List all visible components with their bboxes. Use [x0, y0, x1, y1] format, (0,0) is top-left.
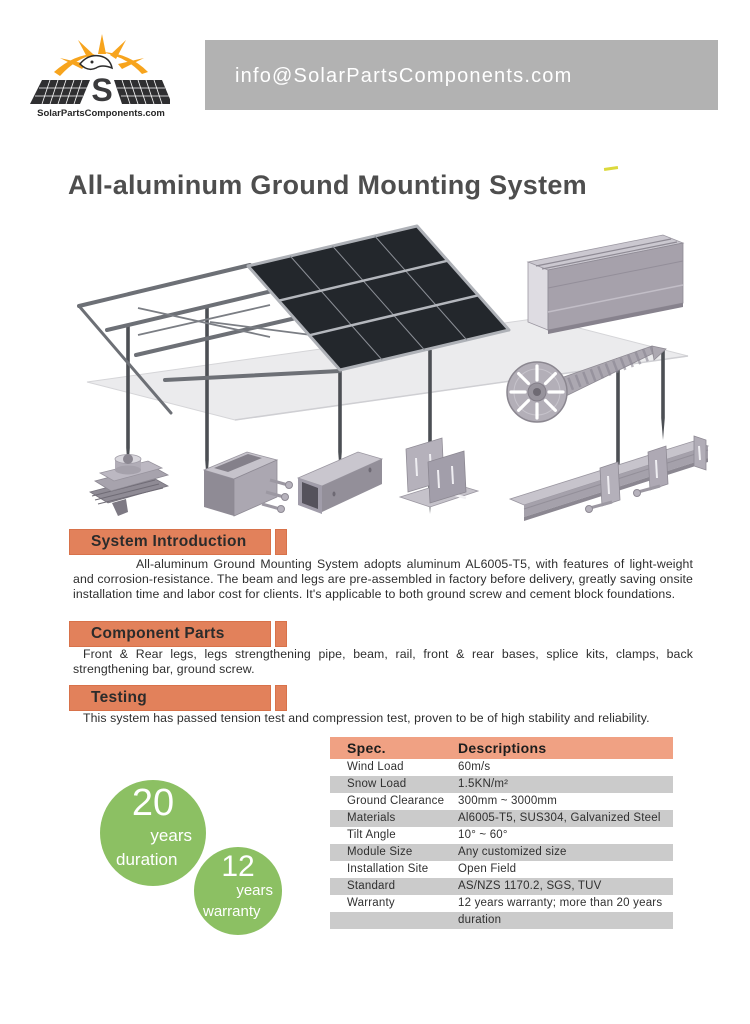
badge-unit: years: [150, 826, 192, 845]
system-introduction-text: All-aluminum Ground Mounting System adopts aluminum AL6005-T5, with features of light-weight and corrosion-resistance. The beam and legs are pre-assembled in factory before delivery, greatly saving onsite installation time and labor cost for clients. It's applicable to both ground screw and cement block foundations.: [73, 557, 693, 601]
row-value: Al6005-T5, SUS304, Galvanized Steel: [458, 812, 661, 824]
row-value: duration: [458, 914, 502, 926]
section-heading-testing: [69, 685, 287, 711]
solar-eagle-sun-logo-icon: [30, 28, 170, 120]
solar-panel-left-icon: [30, 80, 90, 104]
svg-text:S: S: [91, 72, 113, 108]
section-heading-system-introduction: [69, 529, 287, 555]
logo-caption: SolarPartsComponents.com: [37, 108, 165, 119]
component-beam-image: [298, 452, 382, 514]
spec-table-header: [330, 737, 673, 759]
row-label: Materials: [347, 812, 396, 824]
section-heading-component-parts: [69, 621, 287, 647]
page-title: All-aluminum Ground Mounting System: [68, 170, 587, 200]
badge-label: duration: [116, 850, 178, 869]
company-logo: [30, 28, 170, 120]
row-value: 60m/s: [458, 761, 491, 773]
table-row: [330, 861, 673, 878]
section-heading-label: Testing: [91, 689, 148, 706]
spec-table: [330, 737, 673, 929]
email-banner: [205, 40, 718, 110]
badge-number: 12: [221, 850, 255, 883]
rail-profile-image: [528, 235, 683, 334]
yellow-mark: [604, 166, 618, 171]
table-row: [330, 912, 673, 929]
spec-column-header: Spec.: [347, 740, 386, 756]
heading-accent-tab: [275, 529, 287, 555]
row-label: [330, 912, 458, 929]
component-railkit-image: [510, 436, 708, 521]
table-row: [330, 878, 673, 895]
row-label: Snow Load: [347, 778, 407, 790]
duration-badge: [100, 780, 206, 886]
badge-number: 20: [131, 782, 175, 824]
row-label: Standard: [347, 880, 396, 892]
badge-label: warranty: [203, 903, 261, 920]
row-value: 10° ~ 60°: [458, 829, 508, 841]
warranty-badge: [191, 844, 285, 938]
solar-panel-right-icon: [114, 80, 170, 104]
product-renders: [40, 215, 715, 535]
heading-accent-tab: [275, 685, 287, 711]
table-row: [330, 827, 673, 844]
table-row: [330, 776, 673, 793]
row-label: Module Size: [347, 846, 413, 858]
component-clamp-image: [90, 454, 168, 516]
row-value: Any customized size: [458, 846, 567, 858]
row-label: Ground Clearance: [347, 795, 445, 807]
spec-table-body: [330, 759, 673, 929]
email-text: info@SolarPartsComponents.com: [235, 65, 573, 87]
row-label: Warranty: [347, 897, 395, 909]
badge-unit: years: [236, 882, 273, 899]
testing-text: This system has passed tension test and compression test, proven to be of high stability and reliability.: [83, 711, 650, 725]
row-value: 1.5KN/m²: [458, 778, 509, 790]
row-value: AS/NZS 1170.2, SGS, TUV: [458, 880, 602, 892]
row-label: Installation Site: [347, 863, 429, 875]
table-row: [330, 895, 673, 912]
table-row: [330, 759, 673, 776]
component-splice-image: [204, 452, 293, 516]
row-label: Tilt Angle: [347, 829, 396, 841]
row-value: Open Field: [458, 863, 517, 875]
descriptions-column-header: Descriptions: [458, 740, 547, 756]
component-base-image: [400, 438, 478, 507]
section-heading-label: System Introduction: [91, 533, 247, 550]
row-value: 12 years warranty; more than 20 years: [458, 897, 663, 909]
table-row: [330, 793, 673, 810]
eagle-head-icon: [80, 56, 112, 70]
component-parts-text: Front & Rear legs, legs strengthening pipe, beam, rail, front & rear bases, splice kits, clamps, back strengthening bar, ground screw.: [73, 647, 693, 676]
table-row: [330, 844, 673, 861]
section-heading-label: Component Parts: [91, 625, 225, 642]
row-label: Wind Load: [347, 761, 404, 773]
table-row: [330, 810, 673, 827]
row-value: 300mm ~ 3000mm: [458, 795, 557, 807]
heading-accent-tab: [275, 621, 287, 647]
